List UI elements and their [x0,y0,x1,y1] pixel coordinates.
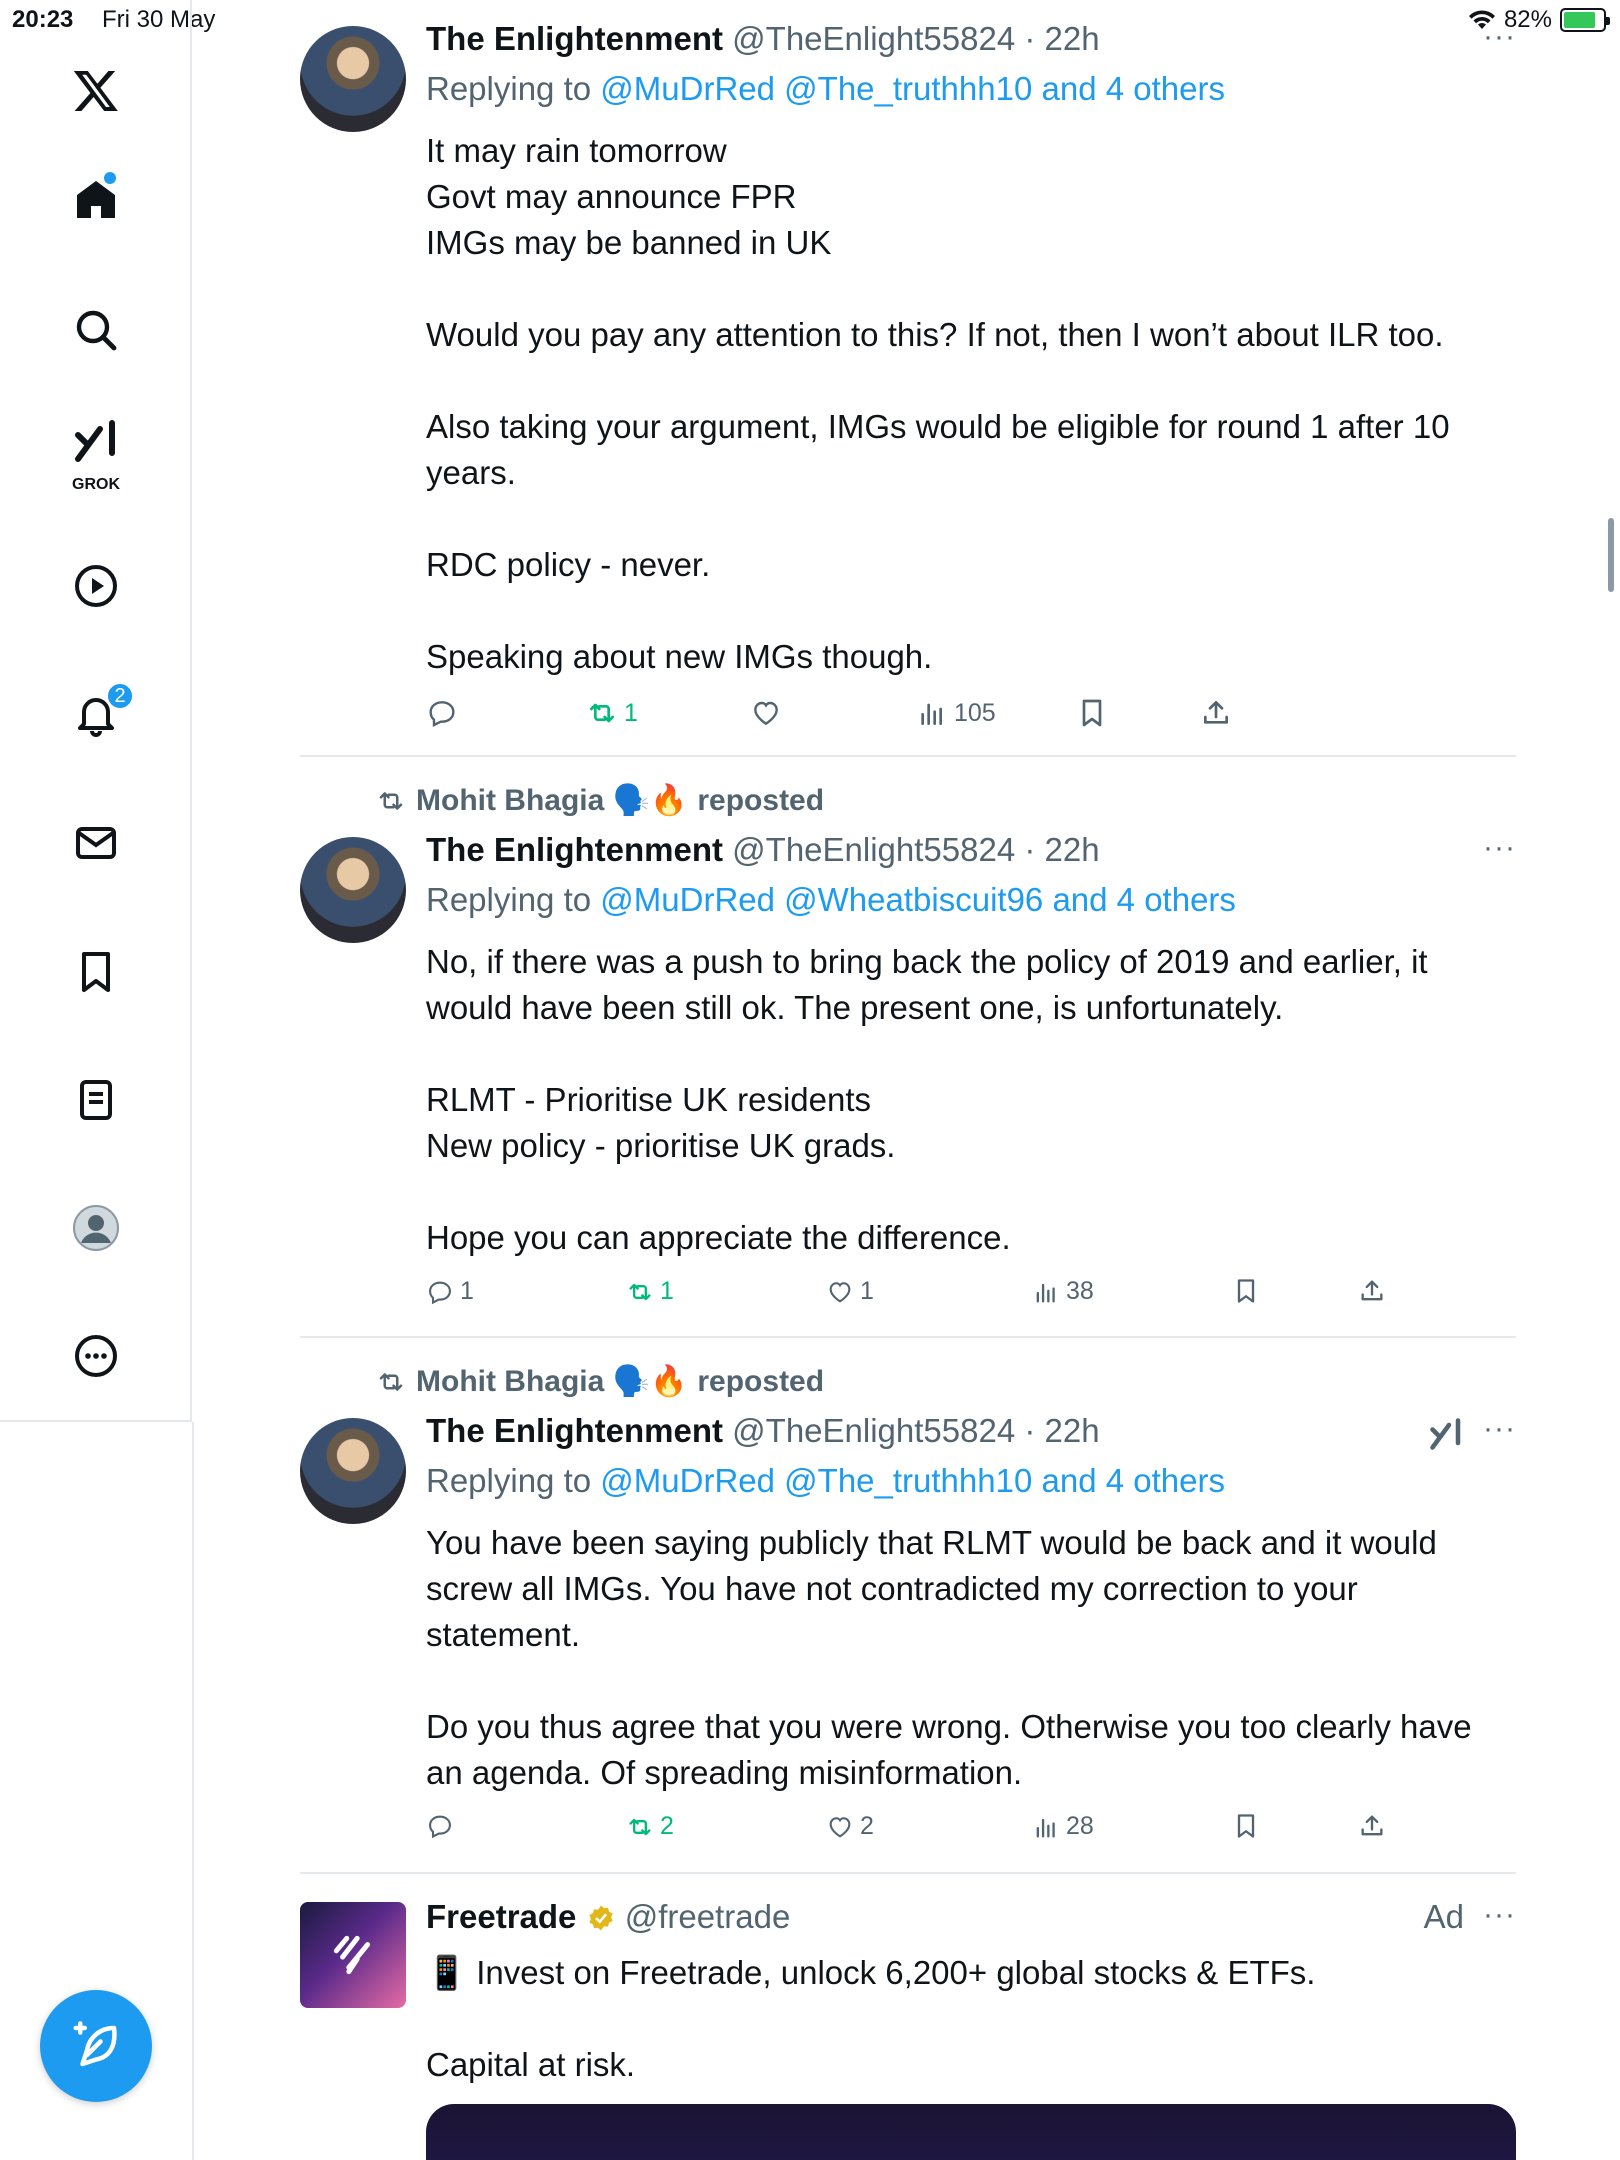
mention-others-link[interactable]: and 4 others [1041,70,1225,107]
views-chart-icon [1032,1278,1060,1306]
sidebar-item-home[interactable] [46,150,146,250]
tweet-header [426,831,1100,869]
search-icon [72,306,120,354]
repost-icon [376,1367,406,1397]
battery-fill [1564,12,1595,28]
tweet[interactable] [300,0,1516,757]
view-count: 28 [1066,1812,1094,1840]
author-handle[interactable]: @TheEnlight55824 [732,20,1016,57]
reposter-name[interactable]: Mohit Bhagia 🗣️🔥 [416,1365,688,1398]
replying-to [426,1462,1225,1500]
views-button[interactable] [1032,1812,1094,1841]
replying-prefix: Replying to [426,1462,592,1499]
sidebar-item-notifications[interactable] [46,664,146,764]
repost-icon [626,1813,654,1841]
share-button[interactable] [1358,1812,1386,1840]
tweet-time[interactable]: · 22h [1024,20,1100,57]
scrollbar[interactable] [1608,518,1614,592]
replying-prefix: Replying to [426,70,592,107]
tweet-header [426,20,1100,58]
heart-icon [826,1813,854,1841]
mention-link[interactable]: @MuDrRed [600,881,775,918]
repost-context [376,1364,824,1399]
mention-link[interactable]: @The_truthhh10 [784,1462,1033,1499]
promoted-tweet[interactable] [300,1874,1516,2160]
tweet-text: You have been saying publicly that RLMT would be back and it would screw all IMGs. You have not contradicted my correction to your statement. Do you thus agree that you were wrong. Otherwise you too clearly have an agenda. Of spreading misinformation. [426,1524,1472,1791]
repost-icon [376,786,406,816]
mention-others-link[interactable]: and 4 others [1041,1462,1225,1499]
repost-button[interactable] [626,1812,674,1841]
tweet[interactable] [300,757,1516,1338]
tweet-text: No, if there was a push to bring back the policy of 2019 and earlier, it would have been still ok. The present one, is unfortunately. RLMT - Prioritise UK residents New policy - prioritise UK grads. Hope you can appreciate the difference. [426,943,1428,1256]
reply-icon [426,697,458,729]
bookmark-button[interactable] [1232,1277,1260,1305]
share-button[interactable] [1358,1277,1386,1305]
repost-icon [586,697,618,729]
tweet-text: It may rain tomorrow Govt may announce FPR IMGs may be banned in UK Would you pay any attention to this? If not, then I won’t about ILR too. Also taking your argument, IMGs would be eligible for round 1 after 10 years. RDC policy - never. Speaking about new IMGs though. [426,132,1450,675]
repost-context [376,783,824,818]
profile-avatar-icon [72,1204,120,1252]
replying-to [426,881,1236,919]
view-count: 38 [1066,1277,1094,1305]
reposted-label: reposted [697,783,825,817]
share-icon [1200,697,1232,729]
author-handle[interactable]: @TheEnlight55824 [732,831,1016,868]
tweet-time[interactable]: · 22h [1024,831,1100,868]
sidebar-item-grok[interactable] [46,400,146,500]
heart-icon [750,697,782,729]
play-circle-icon [72,562,120,610]
like-count: 2 [860,1812,874,1840]
bookmark-button[interactable] [1232,1812,1260,1840]
ad-media[interactable] [426,2104,1516,2160]
tweet-actions [426,697,1326,737]
author-name[interactable]: The Enlightenment [426,20,723,57]
more-circle-icon [72,1332,120,1380]
share-button[interactable] [1200,697,1232,729]
compose-post-button[interactable] [40,1990,152,2102]
tweet-time[interactable]: · 22h [1024,1412,1100,1449]
reposter-name[interactable]: Mohit Bhagia 🗣️🔥 [416,784,688,817]
reply-button[interactable] [426,697,464,729]
replying-prefix: Replying to [426,881,592,918]
tweet-actions [426,1812,1326,1852]
author-name[interactable]: Freetrade [426,1898,577,1935]
bookmark-icon [1232,1277,1260,1305]
feather-plus-icon [69,2019,123,2073]
views-button[interactable] [916,697,996,729]
heart-icon [826,1278,854,1306]
notification-badge: 2 [106,682,134,710]
author-avatar[interactable] [300,26,406,132]
like-button[interactable] [826,1812,874,1841]
repost-button[interactable] [586,697,638,729]
author-avatar[interactable] [300,1418,406,1524]
mention-link[interactable]: @Wheatbiscuit96 [784,881,1044,918]
sidebar-item-messages[interactable] [46,793,146,893]
reply-button[interactable] [426,1812,460,1840]
like-button[interactable] [750,697,788,729]
replying-to [426,70,1225,108]
grok-label: GROK [72,476,120,493]
reply-count: 1 [460,1277,474,1305]
author-avatar[interactable] [300,837,406,943]
grok-explain-icon[interactable] [1428,1416,1464,1452]
sidebar-item-lists[interactable] [46,1050,146,1150]
views-button[interactable] [1032,1277,1094,1306]
sidebar-item-profile[interactable] [46,1178,146,1278]
repost-count: 1 [660,1277,674,1305]
sidebar-item-explore[interactable] [46,280,146,380]
reposted-label: reposted [697,1364,825,1398]
like-count: 1 [860,1277,874,1305]
sidebar-item-bookmarks[interactable] [46,922,146,1022]
more-options-button[interactable]: ··· [1483,20,1516,53]
home-unread-dot [104,172,116,184]
mention-link[interactable]: @MuDrRed [600,70,775,107]
more-options-button[interactable]: ··· [1483,1412,1516,1445]
repost-button[interactable] [626,1277,674,1306]
mail-icon [72,819,120,867]
bookmark-icon [1232,1812,1260,1840]
share-icon [1358,1277,1386,1305]
views-chart-icon [1032,1813,1060,1841]
author-name[interactable]: The Enlightenment [426,831,723,868]
x-logo-icon[interactable] [46,40,146,140]
bookmark-icon [1076,697,1108,729]
reply-button[interactable] [426,1277,474,1306]
bookmark-button[interactable] [1076,697,1108,729]
tweet-header [426,1898,790,1936]
status-time: 20:23 [12,6,74,33]
battery-icon [1560,8,1606,32]
mention-others-link[interactable]: and 4 others [1052,881,1236,918]
grok-icon [72,417,120,465]
repost-icon [626,1278,654,1306]
mention-link[interactable]: @The_truthhh10 [784,70,1033,107]
repost-count: 1 [624,698,638,727]
author-handle[interactable]: @freetrade [624,1898,791,1935]
tweet[interactable] [300,1338,1516,1874]
sidebar-item-more[interactable] [46,1306,146,1406]
view-count: 105 [954,698,996,727]
more-options-button[interactable]: ··· [1483,831,1516,864]
list-icon [72,1076,120,1124]
ad-label: Ad [1423,1898,1464,1935]
battery-percent: 82% [1503,6,1552,33]
views-chart-icon [916,697,948,729]
bookmark-icon [72,948,120,996]
tweet-header [426,1412,1100,1450]
reply-icon [426,1278,454,1306]
mention-link[interactable]: @MuDrRed [600,1462,775,1499]
share-icon [1358,1812,1386,1840]
like-button[interactable] [826,1277,874,1306]
author-name[interactable]: The Enlightenment [426,1412,723,1449]
repost-count: 2 [660,1812,674,1840]
tweet-actions [426,1277,1326,1317]
verified-badge-icon [586,1903,616,1933]
status-date: Fri 30 May [102,6,216,33]
freetrade-logo-icon [328,1930,378,1980]
more-options-button[interactable]: ··· [1483,1898,1516,1931]
sidebar [0,0,192,1422]
author-handle[interactable]: @TheEnlight55824 [732,1412,1016,1449]
reply-icon [426,1812,454,1840]
sidebar-item-video[interactable] [46,536,146,636]
advertiser-avatar[interactable] [300,1902,406,2008]
tweet-text: 📱 Invest on Freetrade, unlock 6,200+ global stocks & ETFs. Capital at risk. [426,1954,1316,2083]
